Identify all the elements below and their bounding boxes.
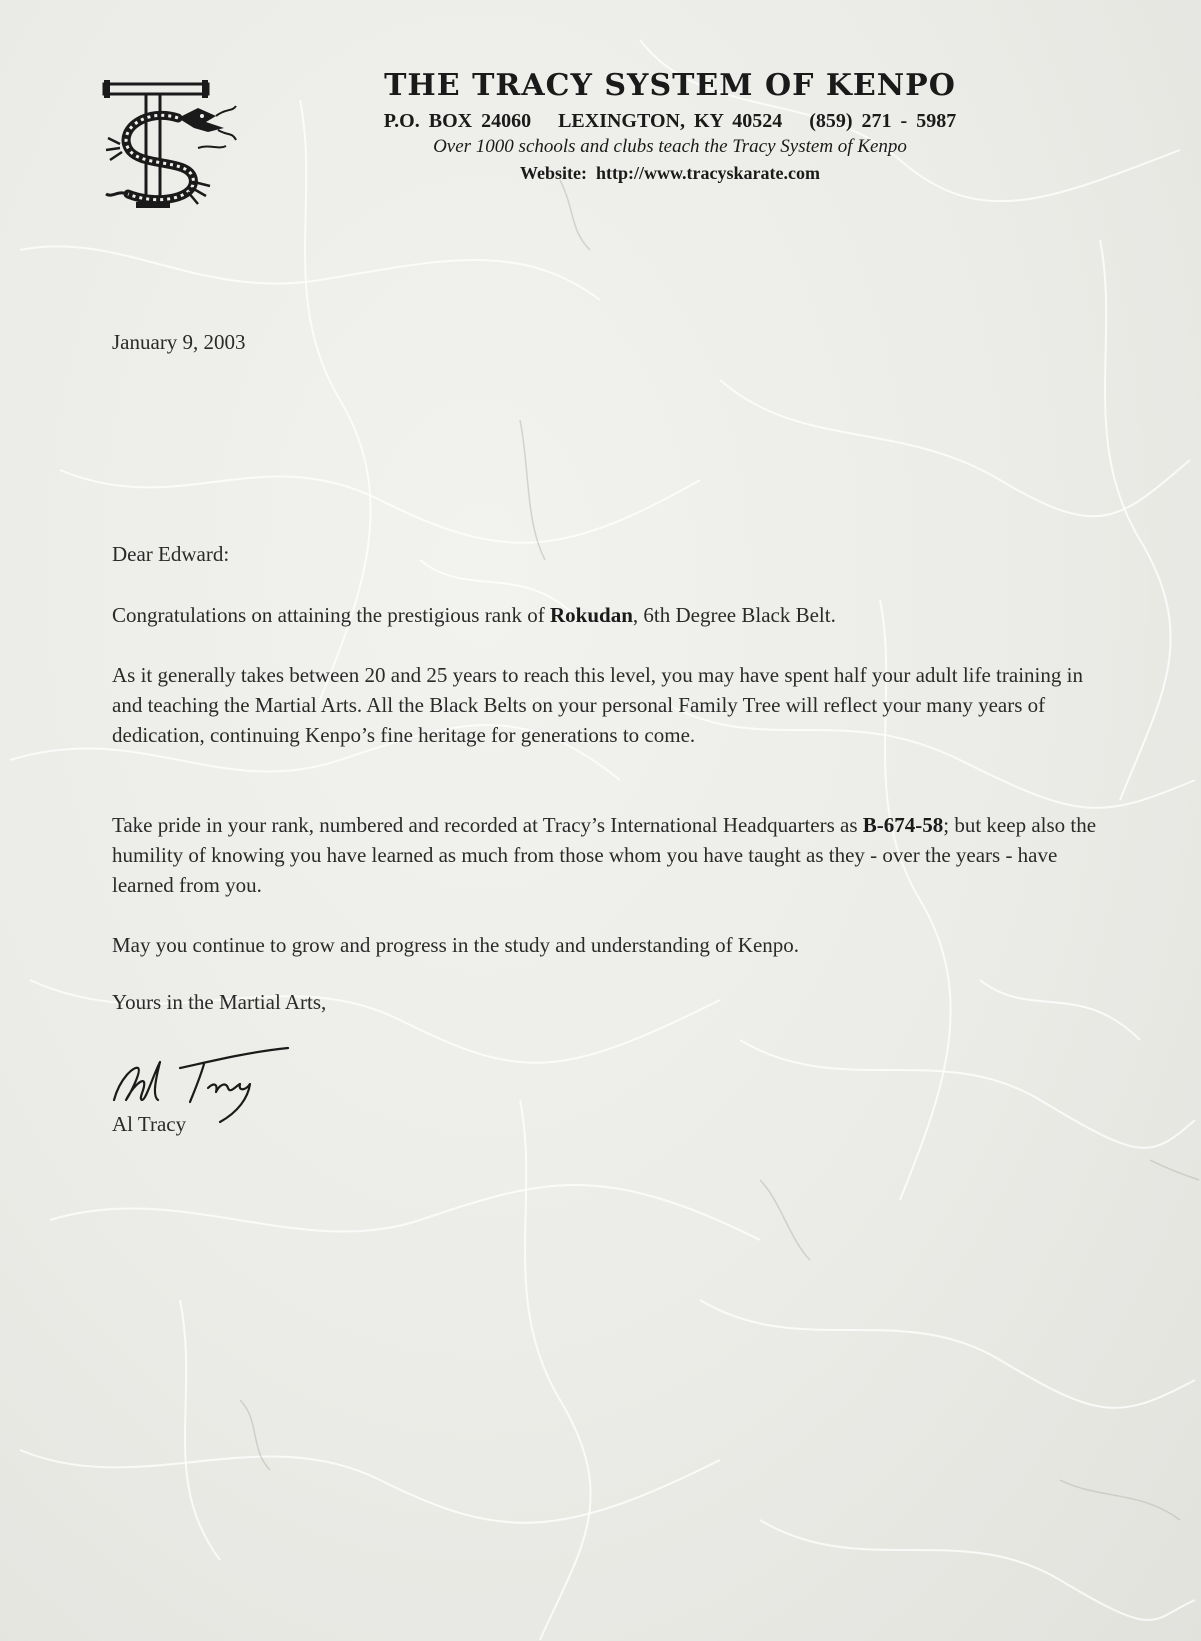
paragraph-rank-record — [112, 810, 1112, 900]
closing: Yours in the Martial Arts, — [112, 990, 327, 1014]
dragon-ts-monogram-icon — [98, 78, 238, 218]
rank-number: B-674-58 — [862, 813, 944, 837]
tagline: Over 1000 schools and clubs teach the Tracy System of Kenpo — [433, 136, 907, 157]
paragraph-text: Take pride in your rank, numbered and recorded at Tracy’s International Headquarters as — [112, 813, 863, 837]
organization-name: THE TRACY SYSTEM OF KENPO — [384, 68, 956, 103]
paragraph-wishes: May you continue to grow and progress in the study and understanding of Kenpo. — [112, 933, 800, 957]
paragraph-text: , 6th Degree Black Belt. — [632, 603, 836, 627]
address-line: P.O. BOX 24060 LEXINGTON, KY 40524 (859) 271 - 5987 — [383, 110, 957, 132]
paragraph-congratulations — [112, 600, 1112, 630]
paragraph-text: Congratulations on attaining the prestigious rank of — [112, 603, 551, 627]
letterhead — [310, 68, 1030, 186]
salutation: Dear Edward: — [112, 542, 230, 566]
paragraph-text: ; but keep also the humility of knowing you have learned as much from those whom you have taught as they - over the years - have learned from you. — [112, 813, 1097, 897]
paragraph-dedication: As it generally takes between 20 and 25 years to reach this level, you may have spent half your adult life training in and teaching the Martial Arts. All the Black Belts on your personal Family Tree will reflect your many years of dedication, continuing Kenpo’s fine heritage for generations to come. — [112, 663, 1083, 747]
rank-name: Rokudan — [550, 603, 633, 627]
letter-date: January 9, 2003 — [112, 330, 246, 354]
signer-name: Al Tracy — [112, 1112, 187, 1136]
website-line: Website: http://www.tracyskarate.com — [520, 163, 820, 183]
